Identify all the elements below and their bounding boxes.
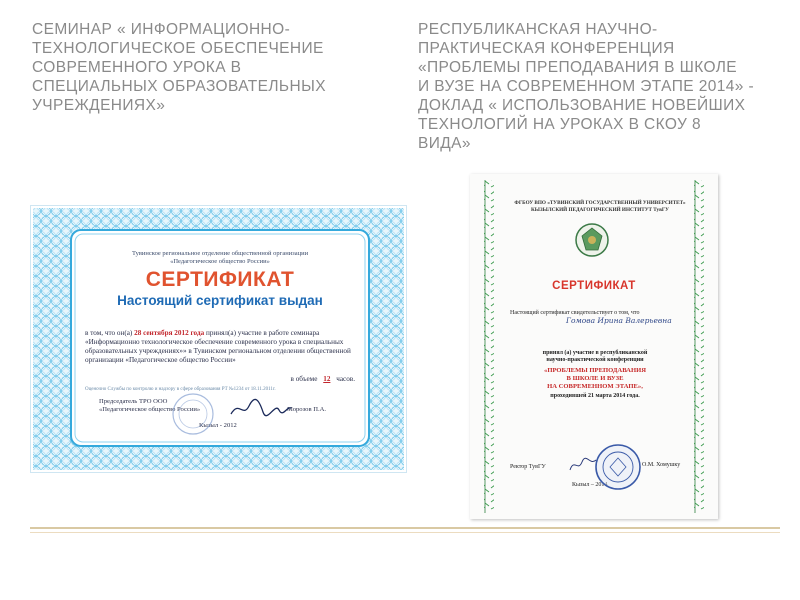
hours-value: 12 [323, 375, 331, 383]
stamp-seal-icon [590, 442, 646, 492]
certificate-city: Кызыл – 2014 [572, 482, 608, 488]
participation-text: принял (а) участие в республиканской научно-практической конференции [542, 350, 648, 364]
chair-title: Председатель ТРО ООО «Педагогическое общество России» [99, 398, 201, 413]
signer-name: Морозов П.А. [287, 406, 327, 413]
stamp-seal-icon [163, 392, 223, 436]
hours-label: в объеме [290, 375, 318, 383]
body-prefix: в том, что он(а) [85, 329, 133, 337]
signature-icon [229, 396, 293, 420]
organization-name: Тувинское региональное отделение общественной организации «Педагогическое общество России» [131, 250, 309, 265]
body-text: принял(а) участие в работе семинара «Информационно технологическое обеспечение современного урока в специальных образовательных учреждениях»» в Тувинском региональном отделении общественной организации «Педагогическое общество России» [85, 329, 351, 364]
rector-name: О.М. Хомушку [642, 462, 681, 468]
seminar-date: 28 сентября 2012 года [134, 329, 205, 337]
hours-line [85, 375, 355, 384]
bottom-divider [30, 527, 780, 529]
certificate-title: СЕРТИФИКАТ [552, 280, 636, 292]
certificate-subtitle: Настоящий сертификат выдан [117, 293, 323, 308]
left-heading: СЕМИНАР « ИНФОРМАЦИОННО- ТЕХНОЛОГИЧЕСКОЕ ОБЕСПЕЧЕНИЕ СОВРЕМЕННОГО УРОКА В СПЕЦИАЛЬНЫХ ОБРАЗОВАТЕЛЬНЫХ УЧРЕЖДЕНИЯХ» [32, 21, 326, 114]
certificate-title: СЕРТИФИКАТ [145, 268, 295, 291]
conference-title: «ПРОБЛЕМЫ ПРЕПОДАВАНИЯ В ШКОЛЕ И ВУЗЕ НА СОВРЕМЕННОМ ЭТАПЕ», [544, 367, 646, 390]
signature-icon [568, 456, 598, 474]
license-note: Оценочно Службы по контролю и надзору в сфере образования РТ №1234 от 18.11.2011г. [85, 387, 276, 392]
seminar-certificate [31, 206, 406, 472]
certificate-city: Кызыл - 2012 [199, 422, 237, 429]
bottom-divider-secondary [30, 532, 780, 533]
recipient-name: Гомова Ирина Валерьевна [566, 316, 672, 325]
right-heading: РЕСПУБЛИКАНСКАЯ НАУЧНО- ПРАКТИЧЕСКАЯ КОНФЕРЕНЦИЯ «ПРОБЛЕМЫ ПРЕПОДАВАНИЯ В ШКОЛЕ И ВУЗЕ НА СОВРЕМЕННОМ ЭТАПЕ 2014» - ДОКЛАД « ИСПОЛЬЗОВАНИЕ НОВЕЙШИХ ТЕХНОЛОГИЙ НА УРОКАХ В СКОУ 8 ВИДА» [418, 21, 755, 152]
university-header: ФГБОУ ВПО «ТУВИНСКИЙ ГОСУДАРСТВЕННЫЙ УНИВЕРСИТЕТ» КЫЗЫЛСКИЙ ПЕДАГОГИЧЕСКИЙ ИНСТИТУТ ТувГУ [514, 200, 686, 213]
rector-label: Ректор ТувГУ [510, 464, 546, 470]
hours-unit: часов. [336, 375, 355, 383]
conference-certificate [470, 174, 718, 519]
certificate-content [79, 238, 361, 438]
certify-line: Настоящий сертификат свидетельствует о том, что [510, 310, 640, 316]
conference-date: проходившей 21 марта 2014 года. [550, 393, 640, 399]
certificate-body [85, 329, 361, 365]
university-emblem-icon [574, 222, 610, 258]
